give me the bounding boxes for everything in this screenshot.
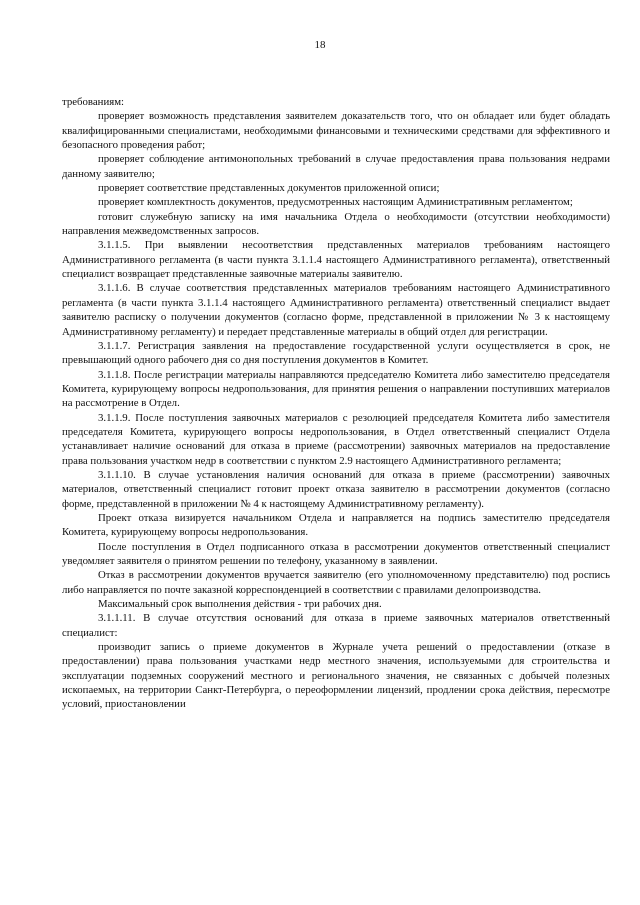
document-body (62, 95, 610, 712)
paragraph-3-1-1-10: 3.1.1.10. В случае установления наличия оснований для отказа в приеме (рассмотрении) заявочных материалов, ответственный специалист готовит проект отказа заявителю в рассмотрении документов (согласно форме, представленной в приложении № 4 к настоящему Административному регламенту). (62, 468, 610, 510)
paragraph-3-1-1-11: 3.1.1.11. В случае отсутствия оснований для отказа в приеме заявочных материалов ответственный специалист: (62, 612, 610, 639)
paragraph-refusal-draft: Проект отказа визируется начальником Отдела и направляется на подпись заместителю председателя Комитета, курирующему вопросы недропользования. (62, 511, 610, 539)
paragraph-check-antimonopoly: проверяет соблюдение антимонопольных требований в случае предоставления права пользования недрами данному заявителю; (62, 153, 610, 180)
paragraph-refusal-notification: После поступления в Отдел подписанного отказа в рассмотрении документов ответственный специалист уведомляет заявителя о принятом решении по телефону, указанному в заявлении. (62, 540, 610, 567)
paragraph-3-1-1-6: 3.1.1.6. В случае соответствия представленных материалов требованиям настоящего Административного регламента (в части пункта 3.1.1.4 настоящего Административного регламента) ответственный специалист выдает заявителю расписку о получении документов (согласно форме, представленной в приложении № 3 к настоящему Административному регламенту) и передает представленные материалы в общий отдел для регистрации. (62, 282, 610, 338)
paragraph-3-1-1-5: 3.1.1.5. При выявлении несоответствия представленных материалов требованиям настоящего Административного регламента (в части пункта 3.1.1.4 настоящего Административного регламента), ответственный специалист возвращает представленные заявочные материалы заявителю. (62, 239, 610, 281)
paragraph-prepare-memo: готовит служебную записку на имя начальника Отдела о необходимости (отсутствии необходимости) направления межведомственных запросов. (62, 210, 610, 238)
paragraph-requirements-end: требованиям: (62, 96, 125, 108)
paragraph-refusal-delivery: Отказ в рассмотрении документов вручается заявителю (его уполномоченному представителю) под роспись либо направляется по почте заказной корреспонденцией в соответствии с правилами делопроизводства. (62, 569, 610, 596)
paragraph-check-completeness: проверяет комплектность документов, предусмотренных настоящим Административным регламентом; (98, 196, 573, 209)
paragraph-check-inventory: проверяет соответствие представленных документов приложенной описи; (98, 182, 440, 195)
page-number: 18 (314, 39, 326, 51)
paragraph-check-qualifications: проверяет возможность представления заявителем доказательств того, что он обладает или будет обладать квалифицированными специалистами, необходимыми финансовыми и техническими средствами для эффективного и безопасного проведения работ; (62, 110, 610, 152)
paragraph-3-1-1-7: 3.1.1.7. Регистрация заявления на предоставление государственной услуги осуществляется в срок, не превышающий одного рабочего дня со дня поступления документов в Комитет. (62, 339, 610, 367)
paragraph-3-1-1-8: 3.1.1.8. После регистрации материалы направляются председателю Комитета либо заместителю председателя Комитета, курирующему вопросы недропользования, для принятия решения о направлении поступивших материалов на рассмотрение в Отдел. (62, 368, 610, 410)
paragraph-max-duration: Максимальный срок выполнения действия - три рабочих дня. (98, 598, 382, 611)
paragraph-3-1-1-9: 3.1.1.9. После поступления заявочных материалов с резолюцией председателя Комитета либо заместителя председателя Комитета, курирующего вопросы недропользования, в Отдел ответственный специалист Отдела устанавливает наличие оснований для отказа в приеме (рассмотрении) заявочных материалов на предоставление права пользования участком недр в соответствии с пунктом 2.9 настоящего Административного регламента; (62, 411, 610, 467)
paragraph-journal-entry: производит запись о приеме документов в Журнале учета решений о предоставлении (отказе в предоставлении) права пользования участками недр местного значения, используемыми для строительства и эксплуатации подземных сооружений местного и регионального значения, не связанных с добычей полезных ископаемых, на территории Санкт-Петербурга, о переоформлении лицензий, продлении срока действия, пересмотре условий, приостановлении (62, 641, 610, 711)
